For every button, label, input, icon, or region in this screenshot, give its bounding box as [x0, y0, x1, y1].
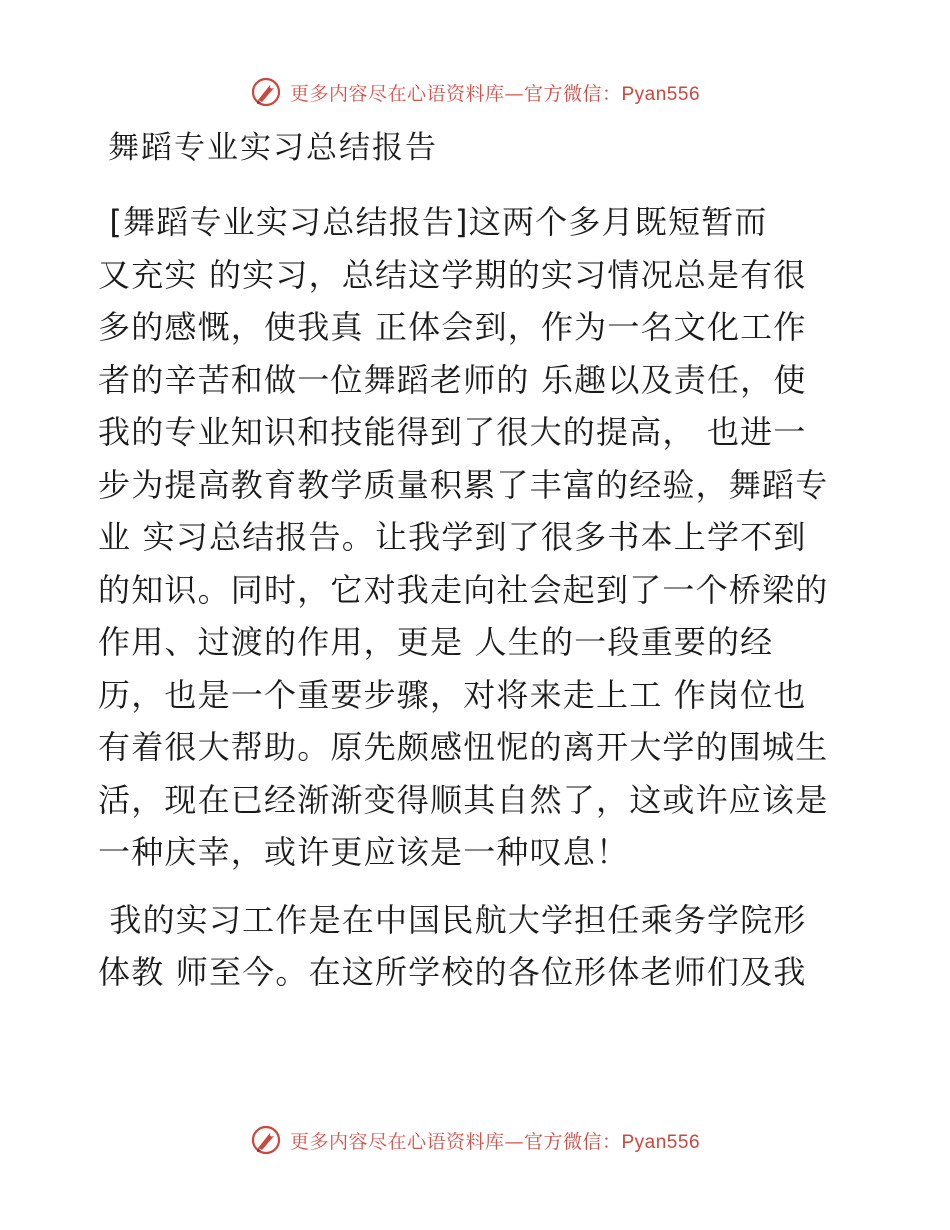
text-line: 多的感慨，使我真 正体会到，作为一名文化工作 — [98, 308, 807, 346]
text-line: 一种庆幸，或许更应该是一种叹息！ — [98, 833, 630, 871]
text-line: 业 实习总结报告。让我学到了很多书本上学不到 — [98, 518, 807, 556]
pen-logo-icon — [250, 1124, 282, 1156]
document-body — [98, 196, 858, 999]
watermark-official-label: 官方微信： — [523, 1130, 622, 1153]
watermark-main-text: 更多内容尽在心语资料库 — [289, 82, 505, 105]
text-line: 有着很大帮助。原先颇感忸怩的离开大学的围城生 — [98, 728, 829, 766]
pen-logo-icon — [250, 76, 282, 108]
text-line: 历，也是一个重要步骤，对将来走上工 作岗位也 — [98, 675, 807, 714]
text-line: 我的实习工作是在中国民航大学担任乘务学院形 — [98, 900, 807, 939]
watermark-wechat-id: Pyan556 — [621, 83, 701, 105]
text-line: 步为提高教育教学质量积累了丰富的经验，舞蹈专 — [98, 465, 829, 504]
footer-watermark — [0, 1120, 950, 1160]
watermark-text — [290, 1127, 700, 1154]
text-line: 又充实 的实习，总结这学期的实习情况总是有很 — [98, 255, 807, 294]
text-line: 活，现在已经渐渐变得顺其自然了，这或许应该是 — [98, 780, 829, 819]
paragraph-2 — [98, 894, 858, 999]
watermark-main-text: 更多内容尽在心语资料库 — [289, 1130, 505, 1153]
paragraph-1 — [98, 196, 858, 879]
watermark-separator: — — [504, 1130, 524, 1153]
text-line: 我的专业知识和技能得到了很大的提高， 也进一 — [98, 413, 807, 451]
text-line: 作用、过渡的作用，更是 人生的一段重要的经 — [98, 623, 774, 661]
watermark-official-label: 官方微信： — [523, 82, 622, 105]
watermark-separator: — — [504, 82, 524, 105]
header-watermark — [0, 72, 950, 112]
text-line: 的知识。同时，它对我走向社会起到了一个桥梁的 — [98, 570, 829, 609]
text-line: 者的辛苦和做一位舞蹈老师的 乐趣以及责任，使 — [98, 360, 807, 399]
watermark-wechat-id: Pyan556 — [621, 1131, 701, 1153]
document-title: 舞蹈专业实习总结报告 — [108, 130, 438, 166]
text-line: 体教 师至今。在这所学校的各位形体老师们及我 — [98, 953, 807, 991]
watermark-text — [290, 79, 700, 106]
text-line: [舞蹈专业实习总结报告]这两个多月既短暂而 — [98, 203, 768, 241]
